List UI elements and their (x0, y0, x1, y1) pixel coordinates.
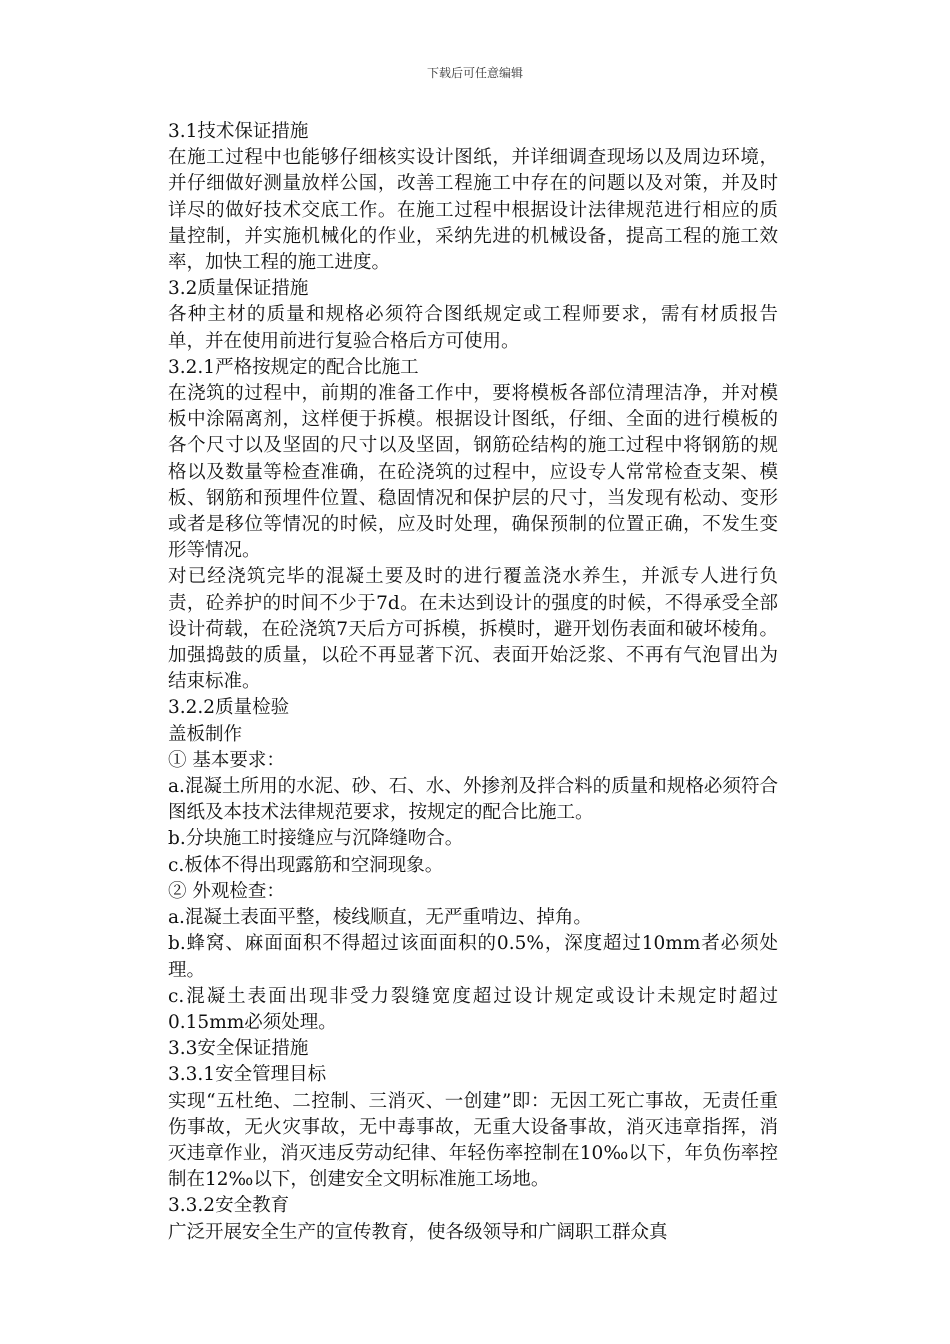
list-item-appearance-a: a.混凝土表面平整，棱线顺直，无严重啃边、掉角。 (168, 907, 592, 929)
paragraph-tech-measures: 在施工过程中也能够仔细核实设计图纸，并详细调查现场以及周边环境，并仔细做好测量放样公国，改善工程施工中存在的问题以及对策，并及时详尽的做好技术交底工作。在施工过程中根据设计法律规范进行相应的质量控制，并实施机械化的作业，采纳先进的机械设备，提高工程的施工效率，加快工程的施工进度。 (168, 147, 778, 274)
paragraph-safety-education: 广泛开展安全生产的宣传教育，使各级领导和广阔职工群众真 (168, 1221, 668, 1243)
heading-3-2-1: 3.2.1严格按规定的配合比施工 (168, 356, 419, 378)
heading-3-3-2: 3.3.2安全教育 (168, 1195, 290, 1217)
heading-3-2-2: 3.2.2质量检验 (168, 697, 290, 719)
list-item-appearance-b: b.蜂窝、麻面面积不得超过该面面积的0.5%，深度超过10mm者必须处理。 (168, 933, 778, 981)
document-body (168, 119, 778, 1246)
list-item-basic-b: b.分块施工时接缝应与沉降缝吻合。 (168, 828, 464, 850)
heading-3-3-1: 3.3.1安全管理目标 (168, 1064, 327, 1086)
page-header-note: 下载后可任意编辑 (426, 66, 523, 80)
heading-appearance-check: ② 外观检查： (168, 880, 285, 902)
heading-cover-plate: 盖板制作 (168, 723, 243, 745)
paragraph-pouring-process: 在浇筑的过程中，前期的准备工作中，要将模板各部位清理洁净，并对模板中涂隔离剂，这样便于拆模。根据设计图纸，仔细、全面的进行模板的各个尺寸以及坚固的尺寸以及坚固，钢筋砼结构的施工过程中将钢筋的规格以及数量等检查准确，在砼浇筑的过程中，应设专人常常检查支架、模板、钢筋和预埋件位置、稳固情况和保护层的尺寸，当发现有松动、变形或者是移位等情况的时候，应及时处理，确保预制的位置正确，不发生变形等情况。 (168, 383, 778, 562)
heading-3-1: 3.1技术保证措施 (168, 121, 309, 142)
list-item-basic-c: c.板体不得出现露筋和空洞现象。 (168, 854, 444, 876)
paragraph-safety-goals: 实现“五杜绝、二控制、三消灭、一创建”即：无因工死亡事故，无责任重伤事故，无火灾事故，无中毒事故，无重大设备事故，消灭违章指挥，消灭违章作业，消灭违反劳动纪律、年轻伤率控制在10‰以下，年负伤率控制在12‰以下，创建安全文明标准施工场地。 (168, 1090, 778, 1191)
paragraph-material-quality: 各种主材的质量和规格必须符合图纸规定或工程师要求，需有材质报告单，并在使用前进行复验合格后方可使用。 (168, 304, 778, 352)
paragraph-curing: 对已经浇筑完毕的混凝土要及时的进行覆盖浇水养生，并派专人进行负责，砼养护的时间不少于7d。在未达到设计的强度的时候，不得承受全部设计荷载，在砼浇筑7天后方可拆模，拆模时，避开划伤表面和破坏棱角。加强捣鼓的质量，以砼不再显著下沉、表面开始泛浆、不再有气泡冒出为结束标准。 (168, 566, 778, 693)
list-item-appearance-c: c.混凝土表面出现非受力裂缝宽度超过设计规定或设计未规定时超过0.15mm必须处理。 (168, 985, 778, 1033)
heading-3-2: 3.2质量保证措施 (168, 278, 309, 300)
list-item-basic-a: a.混凝土所用的水泥、砂、石、水、外掺剂及拌合料的质量和规格必须符合图纸及本技术法律规范要求，按规定的配合比施工。 (168, 776, 778, 824)
heading-3-3: 3.3安全保证措施 (168, 1038, 309, 1060)
heading-basic-requirements: ① 基本要求： (168, 749, 285, 771)
